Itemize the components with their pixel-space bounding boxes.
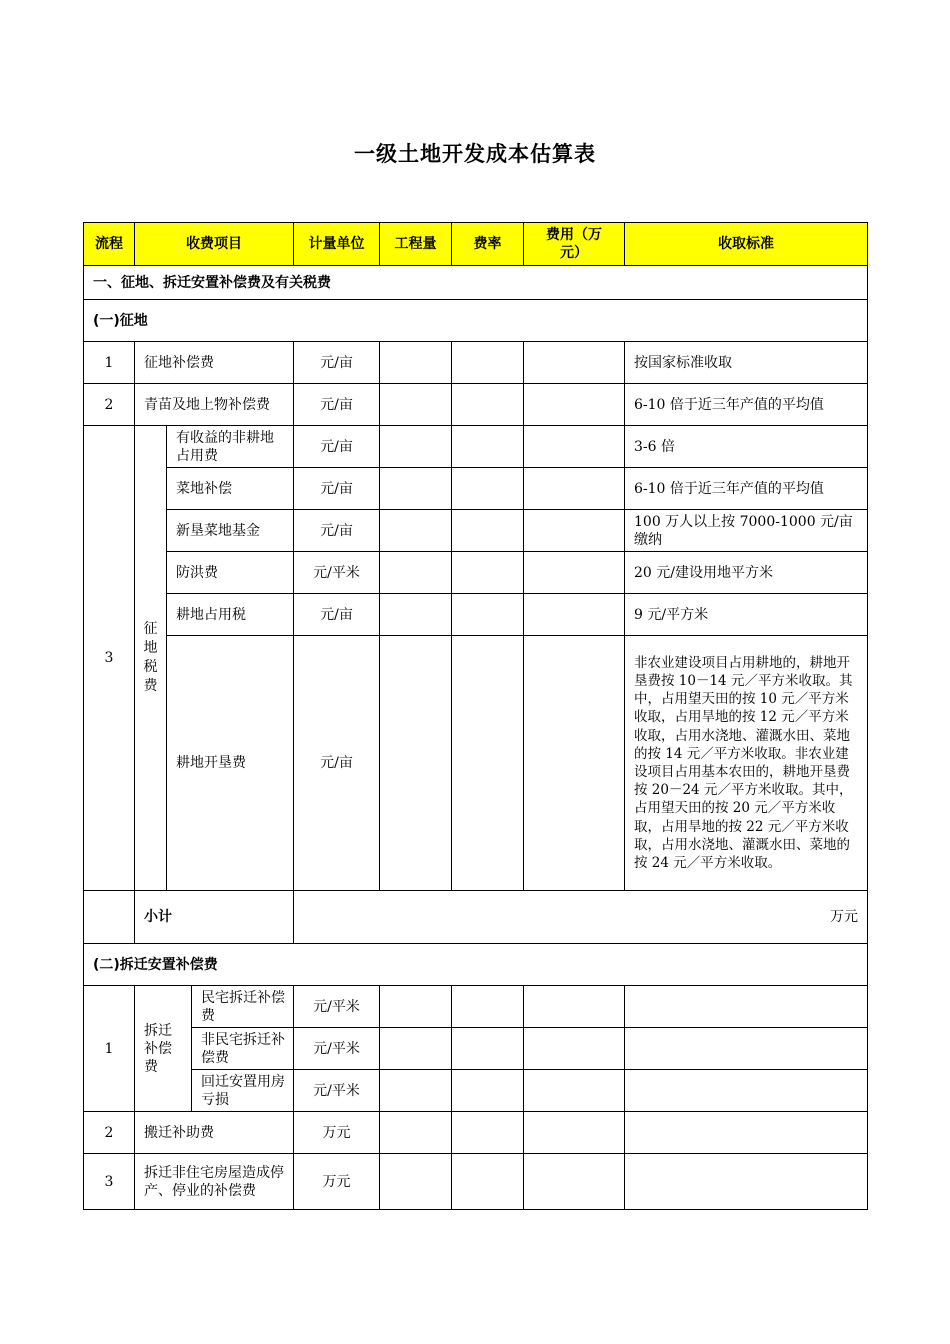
header-quantity: 工程量 [380, 223, 452, 266]
unit-cell: 万元 [294, 1112, 380, 1154]
rate-cell[interactable] [452, 426, 524, 468]
table-row [84, 1028, 868, 1070]
rate-cell[interactable] [452, 1028, 524, 1070]
item-label: 民宅拆迁补偿费 [192, 986, 294, 1028]
item-label: 菜地补偿 [167, 468, 294, 510]
rate-cell[interactable] [452, 384, 524, 426]
rate-cell[interactable] [452, 986, 524, 1028]
standard-cell: 按国家标准收取 [625, 342, 868, 384]
item-label: 征地补偿费 [135, 342, 294, 384]
group-label [135, 426, 167, 891]
quantity-cell[interactable] [380, 384, 452, 426]
header-process: 流程 [84, 223, 135, 266]
table-row [84, 342, 868, 384]
standard-cell: 100 万人以上按 7000-1000 元/亩缴纳 [625, 510, 868, 552]
rate-cell[interactable] [452, 510, 524, 552]
quantity-cell[interactable] [380, 426, 452, 468]
quantity-cell[interactable] [380, 342, 452, 384]
table-row [84, 986, 868, 1028]
standard-cell: 6-10 倍于近三年产值的平均值 [625, 468, 868, 510]
cost-estimate-table [83, 222, 868, 1210]
header-cost: 费用（万元） [524, 223, 625, 266]
unit-cell: 元/亩 [294, 342, 380, 384]
item-label: 防洪费 [167, 552, 294, 594]
cost-cell[interactable] [524, 1112, 625, 1154]
row-number: 3 [84, 426, 135, 891]
subtotal-label: 小计 [135, 891, 294, 944]
unit-cell: 元/亩 [294, 636, 380, 891]
quantity-cell[interactable] [380, 552, 452, 594]
row-number: 2 [84, 384, 135, 426]
rate-cell[interactable] [452, 342, 524, 384]
group-label [135, 986, 192, 1112]
item-label: 耕地占用税 [167, 594, 294, 636]
table-row [84, 510, 868, 552]
table-row [84, 1154, 868, 1210]
header-row [84, 223, 868, 266]
cost-cell[interactable] [524, 552, 625, 594]
rate-cell[interactable] [452, 1154, 524, 1210]
subsection-row [84, 944, 868, 986]
table-row [84, 594, 868, 636]
unit-cell: 元/亩 [294, 594, 380, 636]
standard-cell: 9 元/平方米 [625, 594, 868, 636]
quantity-cell[interactable] [380, 1154, 452, 1210]
header-rate: 费率 [452, 223, 524, 266]
section-title: 一、征地、拆迁安置补偿费及有关税费 [84, 266, 868, 300]
standard-cell [625, 1112, 868, 1154]
cost-cell[interactable] [524, 1070, 625, 1112]
empty-cell [84, 891, 135, 944]
row-number: 2 [84, 1112, 135, 1154]
standard-cell: 3-6 倍 [625, 426, 868, 468]
group-label-text: 征地税费 [143, 621, 158, 694]
cost-cell[interactable] [524, 1154, 625, 1210]
cost-cell[interactable] [524, 986, 625, 1028]
subsection-title: (一)征地 [84, 300, 868, 342]
standard-cell [625, 986, 868, 1028]
quantity-cell[interactable] [380, 510, 452, 552]
rate-cell[interactable] [452, 552, 524, 594]
cost-cell[interactable] [524, 636, 625, 891]
item-label: 搬迁补助费 [135, 1112, 294, 1154]
item-label: 青苗及地上物补偿费 [135, 384, 294, 426]
unit-cell: 元/平米 [294, 552, 380, 594]
table-row [84, 384, 868, 426]
subsection-title: (二)拆迁安置补偿费 [84, 944, 868, 986]
unit-cell: 万元 [294, 1154, 380, 1210]
standard-cell [625, 1028, 868, 1070]
subtotal-row [84, 891, 868, 944]
item-label: 非民宅拆迁补偿费 [192, 1028, 294, 1070]
quantity-cell[interactable] [380, 636, 452, 891]
table-row [84, 426, 868, 468]
table-row [84, 552, 868, 594]
quantity-cell[interactable] [380, 986, 452, 1028]
subsection-row [84, 300, 868, 342]
unit-cell: 元/平米 [294, 986, 380, 1028]
quantity-cell[interactable] [380, 1112, 452, 1154]
header-standard: 收取标准 [625, 223, 868, 266]
item-label: 回迁安置用房亏损 [192, 1070, 294, 1112]
rate-cell[interactable] [452, 636, 524, 891]
cost-cell[interactable] [524, 510, 625, 552]
cost-cell[interactable] [524, 426, 625, 468]
header-item: 收费项目 [135, 223, 294, 266]
item-label: 新垦菜地基金 [167, 510, 294, 552]
unit-cell: 元/平米 [294, 1028, 380, 1070]
standard-cell [625, 1154, 868, 1210]
table-row [84, 468, 868, 510]
cost-cell[interactable] [524, 342, 625, 384]
standard-cell [625, 1070, 868, 1112]
quantity-cell[interactable] [380, 468, 452, 510]
standard-cell: 非农业建设项目占用耕地的，耕地开垦费按 10－14 元／平方米收取。其中，占用望天田的按 10 元／平方米收取，占用旱地的按 12 元／平方米收取，占用水浇地、灌溉水田、菜地的按 14 元／平方米收取。非农业建设项目占用基本农田的，耕地开垦费按 20－24 元／平方米收取。其中，占用望天田的按 20 元／平方米收取，占用旱地的按 22 元／平方米收取，占用水浇地、灌溉水田、菜地的按 24 元／平方米收取。 [625, 636, 868, 891]
rate-cell[interactable] [452, 594, 524, 636]
unit-cell: 元/平米 [294, 1070, 380, 1112]
rate-cell[interactable] [452, 468, 524, 510]
rate-cell[interactable] [452, 1112, 524, 1154]
row-number: 1 [84, 986, 135, 1112]
unit-cell: 元/亩 [294, 510, 380, 552]
quantity-cell[interactable] [380, 1070, 452, 1112]
table-row [84, 1112, 868, 1154]
unit-cell: 元/亩 [294, 384, 380, 426]
subtotal-value: 万元 [294, 891, 868, 944]
cost-cell[interactable] [524, 594, 625, 636]
quantity-cell[interactable] [380, 1028, 452, 1070]
item-label: 拆迁非住宅房屋造成停产、停业的补偿费 [135, 1154, 294, 1210]
standard-cell: 20 元/建设用地平方米 [625, 552, 868, 594]
row-number: 3 [84, 1154, 135, 1210]
section-row [84, 266, 868, 300]
header-unit: 计量单位 [294, 223, 380, 266]
quantity-cell[interactable] [380, 594, 452, 636]
unit-cell: 元/亩 [294, 468, 380, 510]
item-label: 耕地开垦费 [167, 636, 294, 891]
item-label: 有收益的非耕地占用费 [167, 426, 294, 468]
cost-cell[interactable] [524, 384, 625, 426]
table-row [84, 636, 868, 891]
rate-cell[interactable] [452, 1070, 524, 1112]
group-label-text: 拆迁补偿费 [144, 1022, 172, 1075]
table-row [84, 1070, 868, 1112]
unit-cell: 元/亩 [294, 426, 380, 468]
page-title: 一级土地开发成本估算表 [354, 142, 596, 166]
standard-cell: 6-10 倍于近三年产值的平均值 [625, 384, 868, 426]
cost-cell[interactable] [524, 468, 625, 510]
cost-cell[interactable] [524, 1028, 625, 1070]
row-number: 1 [84, 342, 135, 384]
